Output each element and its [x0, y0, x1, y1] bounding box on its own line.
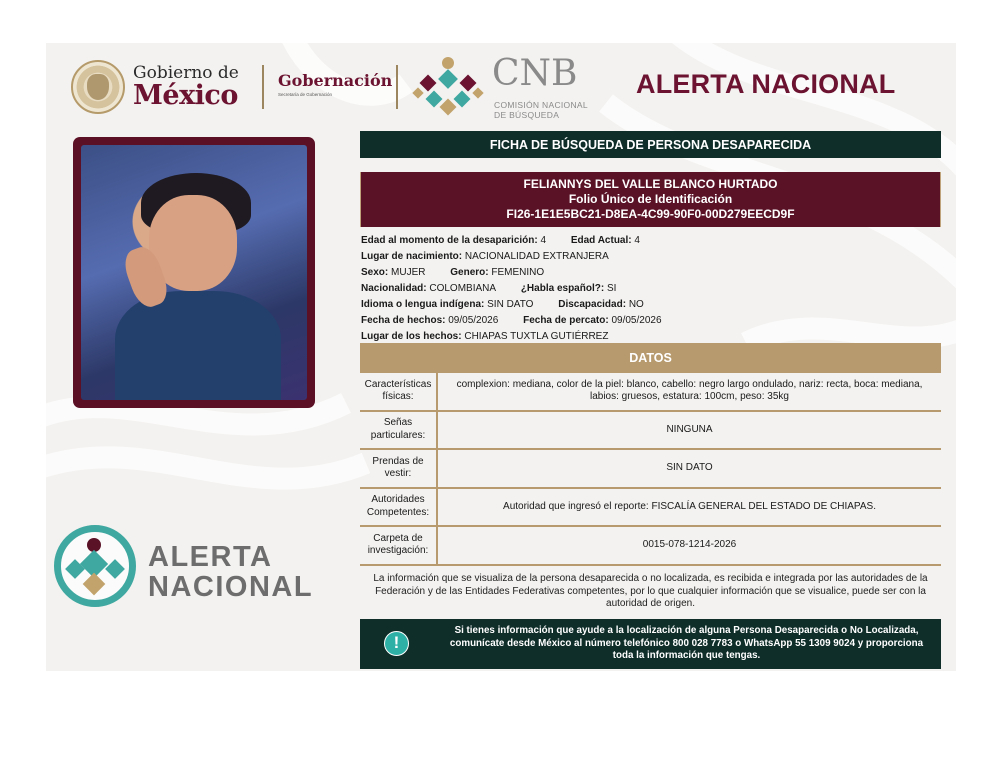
ficha-title: FICHA DE BÚSQUEDA DE PERSONA DESAPARECIDA [360, 131, 941, 158]
table-row [360, 489, 941, 528]
national-seal-icon [71, 60, 125, 114]
datos-table [360, 373, 941, 566]
table-row [360, 373, 941, 412]
gobernacion-subtext: Secretaría de Gobernación [278, 92, 333, 97]
gobernacion-text: Gobernación [278, 71, 393, 90]
edad-desaparicion-label: Edad al momento de la desaparición: [361, 235, 538, 246]
edad-actual-label: Edad Actual: [570, 235, 632, 246]
person-header [360, 172, 941, 227]
cnb-logo [412, 51, 602, 119]
disclaimer-text: La información que se visualiza de la persona desaparecida o no localizada, es recibida e integrada por las autoridades de la Federación y de las Entidades Federativas competentes, por lo que cualquier información que se visualice, puede ser con la autoridad de origen. [373, 573, 928, 610]
carpeta-value: 0015-078-1214-2026 [642, 539, 737, 550]
senas-value: NINGUNA [666, 423, 713, 435]
ficha-sheet [46, 43, 956, 671]
contact-text: Si tienes información que ayude a la localización de alguna Persona Desaparecida o No Localizada, comunícate desde México al número telefónico 800 028 7783 o WhatsApp 55 1309 9024 y proporciona toda la información que tengas. [449, 625, 924, 662]
gobierno-de-mexico-logo [71, 59, 271, 115]
fecha-percato-label: Fecha de percato: [523, 315, 609, 326]
contact-banner [360, 619, 941, 669]
fecha-hechos-value: 09/05/2026 [448, 315, 499, 326]
mexico-text: México [133, 80, 238, 111]
exclamation-icon: ! [384, 631, 409, 656]
carpeta-label: Carpeta de investigación: [360, 527, 438, 564]
lugar-hechos-value: CHIAPAS TUXTLA GUTIÉRREZ [464, 331, 609, 342]
discapacidad-label: Discapacidad: [558, 299, 627, 310]
autoridades-label: Autoridades Competentes: [360, 489, 438, 526]
nacionalidad-label: Nacionalidad: [361, 283, 427, 294]
habla-espanol-value: SI [606, 283, 617, 294]
genero-label: Genero: [450, 267, 489, 278]
alerta-nacional-emblem-icon [54, 525, 136, 607]
idioma-label: Idioma o lengua indígena: [361, 299, 485, 310]
logo-line1: ALERTA [148, 541, 273, 573]
sexo-value: MUJER [391, 267, 426, 278]
habla-espanol-label: ¿Habla español?: [520, 283, 605, 294]
prendas-value: SIN DATO [666, 462, 713, 473]
person-info [360, 233, 941, 345]
table-row [360, 450, 941, 489]
cnb-subtext-line2: DE BÚSQUEDA [494, 109, 560, 120]
logo-line2: NACIONAL [148, 570, 314, 603]
caracteristicas-value: complexion: mediana, color de la piel: blanco, cabello: negro largo ondulado, nariz: recta, boca: mediana, labios: gruesos, estatura: 100cm, peso: 35kg [456, 378, 923, 403]
datos-title: DATOS [360, 343, 941, 373]
edad-actual-value: 4 [634, 235, 640, 246]
prendas-label: Prendas de vestir: [360, 450, 438, 487]
autoridades-value: Autoridad que ingresó el reporte: FISCALÍA GENERAL DEL ESTADO DE CHIAPAS. [503, 500, 876, 512]
lugar-nacimiento-value: NACIONALIDAD EXTRANJERA [464, 251, 609, 262]
genero-value: FEMENINO [491, 267, 545, 278]
folio-value: FI26-1E1E5BC21-D8EA-4C99-90F0-00D279EECD9F [506, 207, 795, 221]
header-divider [396, 65, 398, 109]
senas-label: Señas particulares: [360, 412, 438, 449]
table-row [360, 527, 941, 566]
edad-desaparicion-value: 4 [540, 235, 547, 246]
table-row [360, 412, 941, 451]
fecha-hechos-label: Fecha de hechos: [361, 315, 446, 326]
idioma-value: SIN DATO [487, 299, 534, 310]
cnb-subtext [494, 101, 588, 121]
caracteristicas-label: Características físicas: [360, 373, 438, 410]
gobierno-de-text: Gobierno de [133, 63, 239, 83]
lugar-hechos-label: Lugar de los hechos: [361, 331, 462, 342]
lugar-nacimiento-label: Lugar de nacimiento: [361, 251, 463, 262]
cnb-emblem-icon [412, 49, 484, 121]
person-name: FELIANNYS DEL VALLE BLANCO HURTADO [523, 177, 778, 191]
alerta-nacional-logo-text [148, 543, 313, 602]
folio-label: Folio Único de Identificación [568, 192, 733, 206]
person-photo [73, 137, 315, 408]
fecha-percato-value: 09/05/2026 [611, 315, 662, 326]
gobernacion-logo [278, 71, 392, 97]
discapacidad-value: NO [628, 299, 644, 310]
sexo-label: Sexo: [361, 267, 389, 278]
header-divider [262, 65, 264, 109]
alerta-nacional-title: ALERTA NACIONAL [636, 69, 896, 99]
nacionalidad-value: COLOMBIANA [429, 283, 497, 294]
cnb-text: CNB [492, 53, 578, 94]
cnb-subtext-line1: COMISIÓN NACIONAL [494, 100, 588, 110]
